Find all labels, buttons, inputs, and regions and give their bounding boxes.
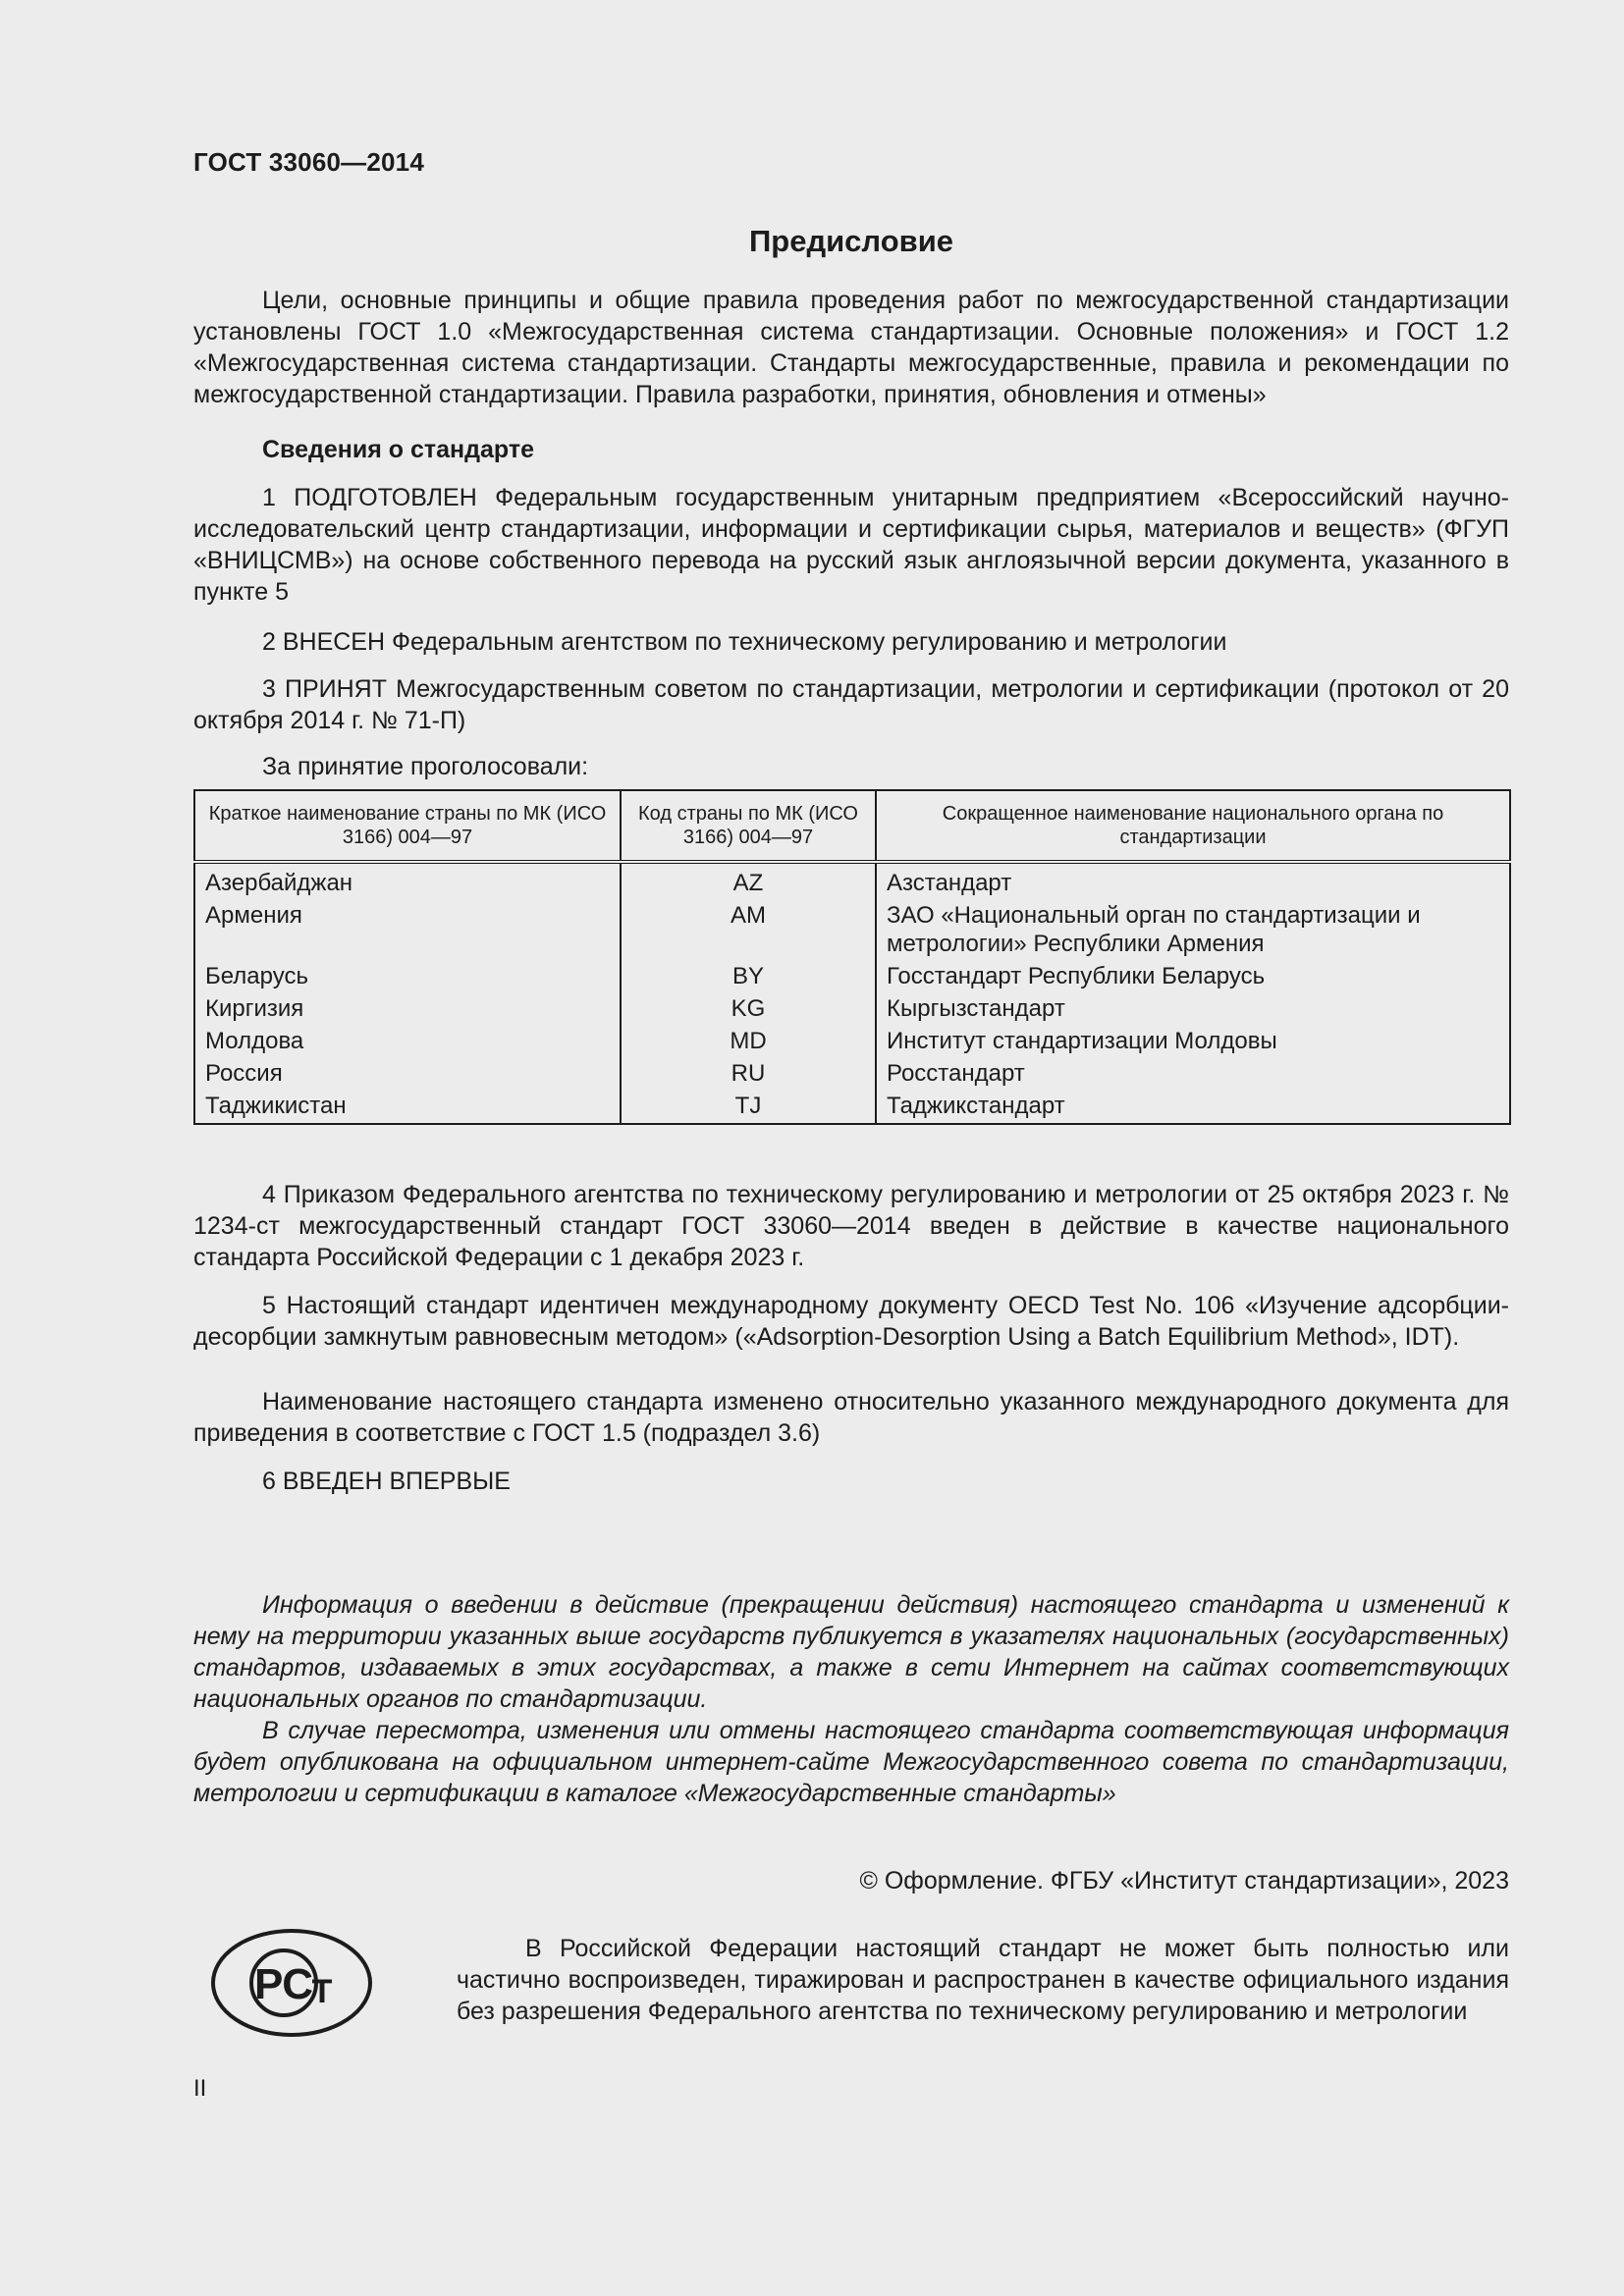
item-5-text: 5 Настоящий стандарт идентичен международному документу OECD Test No. 106 «Изучение адсорбции-десорбции замкнутым равновесным методом» («Adsorption-Desorption Using a Batch Equilibrium Method», IDT).: [193, 1292, 1509, 1351]
country-code: RU: [621, 1057, 876, 1090]
document-id: ГОСТ 33060—2014: [193, 147, 424, 177]
item-6-text: 6 ВВЕДЕН ВПЕРВЫЕ: [262, 1468, 511, 1495]
national-body: ЗАО «Национальный орган по стандартизации и метрологии» Республики Армения: [876, 899, 1510, 960]
page-title: Предисловие: [748, 224, 953, 258]
voted-label: За принятие проголосовали:: [262, 753, 589, 780]
country-code: MD: [621, 1025, 876, 1057]
intro-text: Цели, основные принципы и общие правила проведения работ по межгосударственной стандартизации установлены ГОСТ 1.0 «Межгосударственная система стандартизации. Основные положения» и ГОСТ 1.2 «Межгосударственная система стандартизации. Стандарты межгосударственные, правила и рекомендации по межгосударственной стандартизации. Правила разработки, принятия, обновления и отмены»: [193, 287, 1509, 408]
page-number: II: [193, 2075, 207, 2102]
legal-notice: [457, 1933, 1509, 2027]
rst-logo-icon: [210, 1928, 373, 2038]
table-row: [194, 862, 1510, 899]
country-name: Азербайджан: [205, 870, 353, 896]
national-body: Институт стандартизации Молдовы: [876, 1025, 1510, 1057]
country-code: AM: [621, 899, 876, 960]
national-body: Росстандарт: [876, 1057, 1510, 1090]
item-3: [193, 673, 1509, 736]
notice-block: [193, 1589, 1509, 1809]
national-body: Госстандарт Республики Беларусь: [876, 960, 1510, 992]
country-code: KG: [621, 992, 876, 1025]
svg-text:РС: РС: [253, 1960, 314, 2008]
item-5: [193, 1290, 1509, 1353]
country-code: TJ: [621, 1090, 876, 1124]
table-row: [194, 1025, 1510, 1057]
item-1: [193, 482, 1509, 608]
country-name: Беларусь: [205, 963, 308, 989]
table-header-row: [194, 790, 1510, 862]
notice-paragraph: В случае пересмотра, изменения или отмены настоящего стандарта соответствующая информация будет опубликована на официальном интернет-сайте Межгосударственного совета по стандартизации, метрологии и сертификации в каталоге «Межгосударственные стандарты»: [193, 1717, 1509, 1807]
header-country-code: Код страны по МК (ИСО 3166) 004—97: [621, 790, 876, 862]
country-name: Россия: [205, 1060, 283, 1087]
legal-text: В Российской Федерации настоящий стандарт не может быть полностью или частично воспроизведен, тиражирован и распространен в качестве официального издания без разрешения Федерального агентства по техническому регулированию и метрологии: [457, 1935, 1509, 2025]
national-body: Азстандарт: [876, 862, 1510, 899]
voting-table: [193, 789, 1511, 1125]
item-2-text: 2 ВНЕСЕН Федеральным агентством по техническому регулированию и метрологии: [262, 628, 1227, 656]
country-code: BY: [621, 960, 876, 992]
item-6: [193, 1466, 1509, 1497]
national-body: Таджикстандарт: [876, 1090, 1510, 1124]
header-country-name: Краткое наименование страны по МК (ИСО 3166) 004—97: [194, 790, 621, 862]
item-4-text: 4 Приказом Федерального агентства по техническому регулированию и метрологии от 25 октября 2023 г. № 1234-ст межгосударственный стандарт ГОСТ 33060—2014 введен в действие в качестве национального стандарта Российской Федерации с 1 декабря 2023 г.: [193, 1181, 1509, 1271]
country-name: Армения: [205, 902, 302, 929]
item-5-note: [193, 1386, 1509, 1449]
svg-text:Т: Т: [311, 1973, 333, 2010]
table-row: [194, 992, 1510, 1025]
notice-paragraph: Информация о введении в действие (прекращении действия) настоящего стандарта и изменений к нему на территории указанных выше государств публикуется в указателях национальных (государственных) стандартов, издаваемых в этих государствах, а также в сети Интернет на сайтах соответствующих национальных органов по стандартизации.: [193, 1591, 1509, 1713]
country-name: Таджикистан: [205, 1093, 347, 1119]
item-2: [193, 626, 1509, 658]
table-row: [194, 1057, 1510, 1090]
item-5-note-text: Наименование настоящего стандарта изменено относительно указанного международного документа для приведения в соответствие с ГОСТ 1.5 (подраздел 3.6): [193, 1388, 1509, 1447]
table-row: [194, 1090, 1510, 1124]
country-code: AZ: [621, 862, 876, 899]
intro-paragraph: [193, 285, 1509, 410]
standard-info-heading: Сведения о стандарте: [262, 436, 535, 463]
national-body: Кыргызстандарт: [876, 992, 1510, 1025]
header-national-body: Сокращенное наименование национального органа по стандартизации: [876, 790, 1510, 862]
table-row: [194, 899, 1510, 960]
item-3-text: 3 ПРИНЯТ Межгосударственным советом по стандартизации, метрологии и сертификации (протокол от 20 октября 2014 г. № 71-П): [193, 675, 1509, 734]
copyright-line: © Оформление. ФГБУ «Институт стандартизации», 2023: [859, 1867, 1509, 1895]
table-row: [194, 960, 1510, 992]
item-4: [193, 1179, 1509, 1273]
country-name: Молдова: [205, 1028, 304, 1054]
country-name: Киргизия: [205, 995, 304, 1022]
item-1-text: 1 ПОДГОТОВЛЕН Федеральным государственным унитарным предприятием «Всероссийский научно-исследовательский центр стандартизации, информации и сертификации сырья, материалов и веществ» (ФГУП «ВНИЦСМВ») на основе собственного перевода на русский язык англоязычной версии документа, указанного в пункте 5: [193, 484, 1509, 606]
